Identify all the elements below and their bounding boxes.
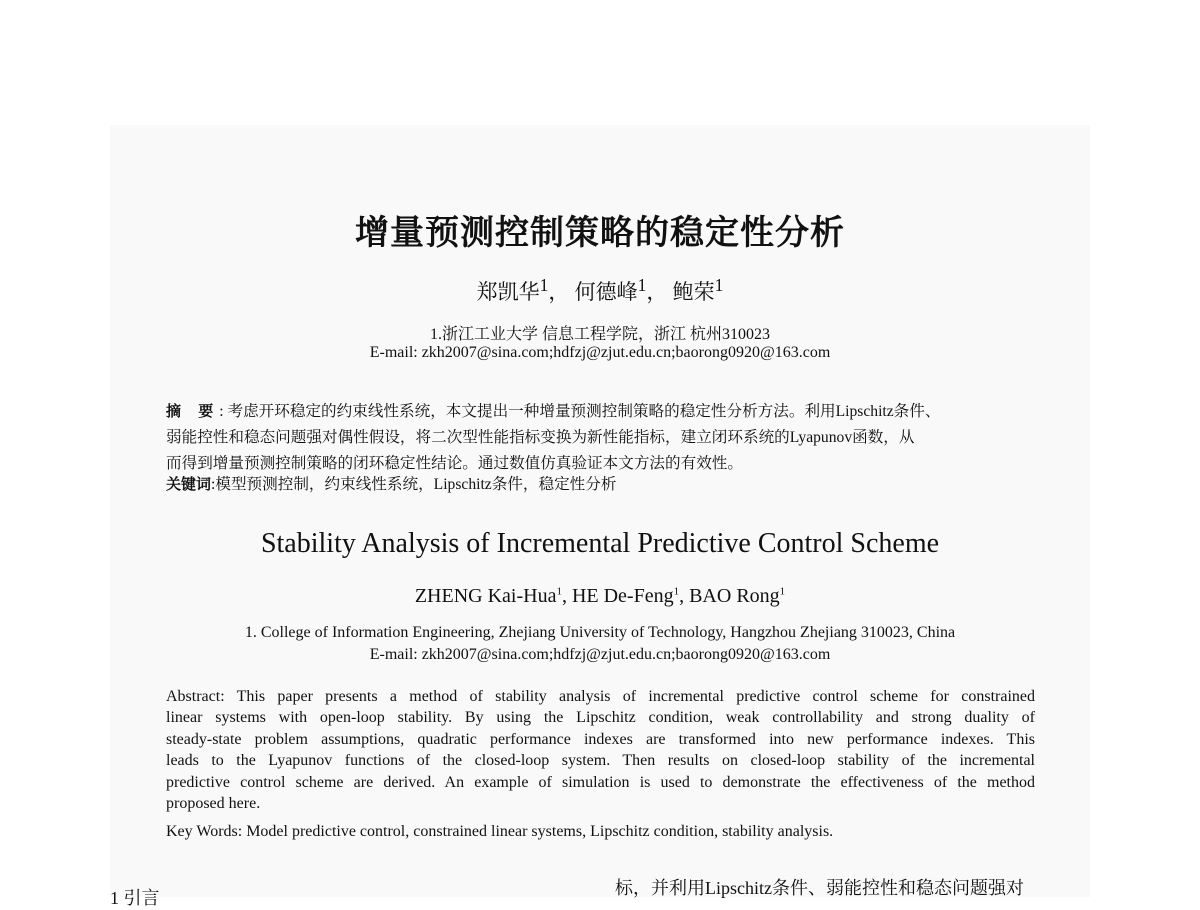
abstract-en-line: leads to the Lyapunov functions of the closed-loop system. Then results on closed-loop stability of the incremental: [166, 752, 1035, 770]
author-cn: 鲍荣: [672, 280, 715, 304]
author-affil-mark: 1: [714, 275, 724, 295]
keywords-cn-colon: :: [211, 476, 216, 493]
abstract-en: [166, 686, 1035, 814]
author-affil-mark: 1: [556, 585, 562, 598]
paper-title-en: Stability Analysis of Incremental Predictive Control Scheme: [260, 528, 940, 559]
abstract-cn-line: 而得到增量预测控制策略的闭环稳定性结论。通过数值仿真验证本文方法的有效性。: [166, 455, 743, 472]
author-separator: ,: [561, 585, 572, 607]
author-cn: 何德峰: [574, 280, 638, 304]
abstract-cn-text: 考虑开环稳定的约束线性系统，本文提出一种增量预测控制策略的稳定性分析方法。利用Lipschitz条件、: [223, 403, 941, 420]
abstract-cn: [166, 398, 1046, 477]
affiliation-en: 1. College of Information Engineering, Zhejiang University of Technology, Hangzhou Zhejiang 310023, China: [244, 624, 956, 641]
keywords-en: Key Words: Model predictive control, constrained linear systems, Lipschitz condition, stability analysis.: [166, 823, 834, 840]
author-affil-mark: 1: [539, 275, 549, 295]
keywords-cn: [166, 472, 616, 494]
abstract-cn-label: 摘 要: [166, 402, 220, 420]
abstract-en-line: linear systems with open-loop stability. By using the Lipschitz condition, weak controllability and strong duality of: [166, 709, 1035, 727]
author-en: ZHENG Kai-Hua: [414, 585, 557, 607]
abstract-en-line: steady-state problem assumptions, quadratic performance indexes are transformed into new performance indexes. This: [166, 730, 1035, 748]
abstract-cn-colon: :: [219, 403, 224, 420]
author-affil-mark: 1: [673, 585, 680, 598]
abstract-en-line: Abstract: This paper presents a method of stability analysis of incremental predictive control scheme for constrained: [166, 688, 1035, 705]
abstract-cn-line: 弱能控性和稳态问题强对偶性假设，将二次型性能指标变换为新性能指标，建立闭环系统的Lyapunov函数，从: [166, 429, 915, 446]
body-text-fragment: 标，并利用Lipschitz条件、弱能控性和稳态问题强对: [615, 878, 1024, 898]
abstract-en-line: proposed here.: [166, 795, 261, 813]
author-en: BAO Rong: [689, 585, 780, 607]
author-separator: ，: [548, 280, 570, 304]
author-separator: ，: [646, 280, 668, 304]
section-heading-introduction: 1 引言: [110, 888, 160, 908]
author-cn: 郑凯华: [476, 280, 540, 304]
author-en: HE De-Feng: [571, 585, 674, 607]
author-separator: ,: [679, 585, 690, 607]
keywords-cn-label: 关键词: [166, 475, 212, 493]
authors-cn: [0, 276, 1200, 306]
paper-title-cn: 增量预测控制策略的稳定性分析: [355, 213, 845, 253]
author-affil-mark: 1: [779, 585, 786, 598]
affiliation-cn: 1.浙江工业大学 信息工程学院，浙江 杭州310023: [429, 326, 770, 343]
keywords-cn-text: 模型预测控制，约束线性系统，Lipschitz条件，稳定性分析: [215, 476, 617, 493]
abstract-en-line: predictive control scheme are derived. An example of simulation is used to demonstrate the effectiveness of the method: [166, 773, 1035, 791]
email-cn: E-mail: zkh2007@sina.com;hdfzj@zjut.edu.cn;baorong0920@163.com: [369, 344, 831, 361]
email-en: E-mail: zkh2007@sina.com;hdfzj@zjut.edu.cn;baorong0920@163.com: [369, 646, 831, 663]
author-affil-mark: 1: [637, 275, 647, 295]
abstract-cn-line: [166, 398, 1046, 425]
authors-en: [0, 585, 1200, 608]
